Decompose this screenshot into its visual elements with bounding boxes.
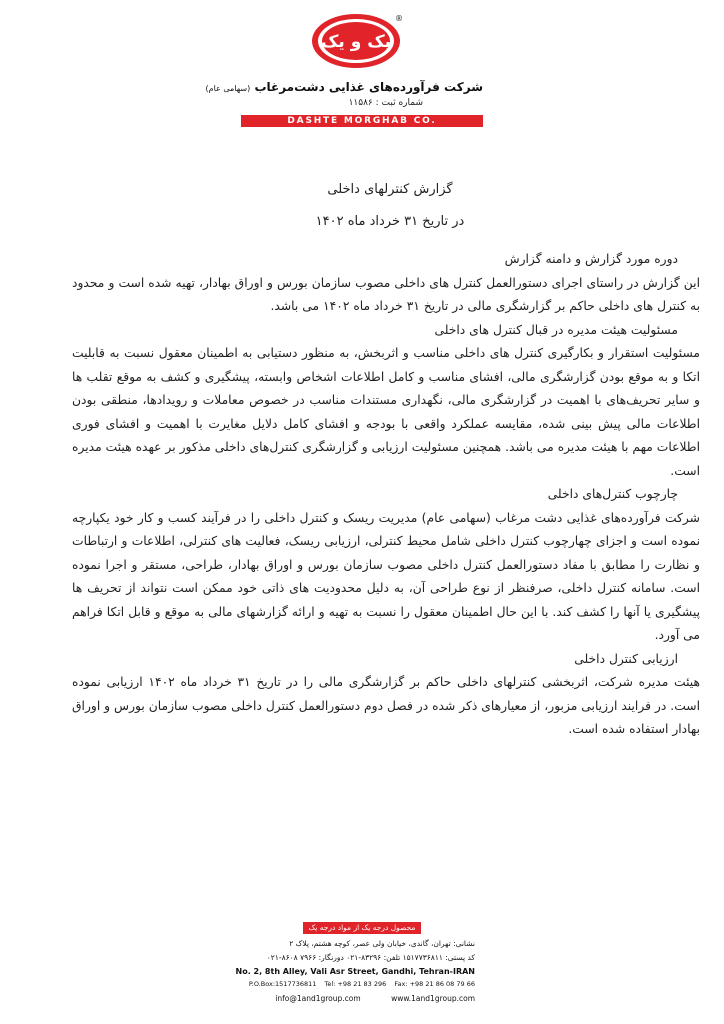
company-name-text: شرکت فرآورده‌های غذایی دشت‌مرغاب [254,80,483,94]
section-heading-framework: چارچوب کنترل‌های داخلی [547,487,678,501]
section-heading-board-responsibility: مسئولیت هیئت مدیره در قبال کنترل های داخلی [434,322,678,337]
footer-tel: Tel: +98 21 83 296 [324,980,387,988]
section-text-board-responsibility: مسئولیت استقرار و بکارگیری کنترل های داخلی مناسب و اثربخش، به منظور دستیابی به اطمینان معقول نسبت به قابلیت اتکا و به موقع بودن گزارشگری مالی، افشای مناسب و کامل اطلاعات اشخاص وابسته، پیشگیری و کشف به موقع تقلب ها و سایر تحریف‌های با اهمیت در گزارشگری مالی، نگهداری مستندات مناسب در خصوص معاملات و رویدادها، منطقی بودن اطلاعات مالی پیش بینی شده، مقایسه عملکرد واقعی با بودجه و افشای کامل دلایل مغایرت با اهمیت و افشای فوری اطلاعات مهم با هیئت مدیره می باشد. همچنین مسئولیت ارزیابی و گزارشگری کنترل‌های داخلی مذکور بر عهده هیئت مدیره است. [72,346,700,478]
english-company-name: DASHTE MORGHAB CO. [241,115,483,127]
footer-address-fa: نشانی: تهران، گاندی، خیابان ولی عصر، کوچه هشتم، پلاک ۲ [289,939,475,948]
report-title: گزارش کنترلهای داخلی [327,182,453,197]
section-heading-scope: دوره مورد گزارش و دامنه گزارش [504,252,678,266]
logo-lettering: یک و یک [321,32,391,52]
company-name [206,80,483,94]
letter-footer [235,922,485,1014]
company-type: (سهامی عام) [205,84,251,93]
registered-mark: ® [395,14,403,23]
footer-slogan: محصول درجه یک از مواد درجه یک [303,922,421,934]
section-text-assessment: هیئت مدیره شرکت، اثربخشی کنترلهای داخلی حاکم بر گزارشگری مالی را در تاریخ ۳۱ خرداد ماه ۱۴۰۲ ارزیابی نموده است. در فرایند ارزیابی مزبور، از معیارهای ذکر شده در فصل دوم دستورالعمل کنترل داخلی مصوب سازمان بورس و اوراق بهادار استفاده شده است. [72,675,701,736]
footer-website[interactable]: www.1and1group.com [391,994,475,1003]
footer-fax: Fax: +98 21 86 08 79 66 [394,980,475,988]
footer-address-en: No. 2, 8th Alley, Vali Asr Street, Gandhi, Tehran-IRAN [235,967,475,976]
footer-contact-row [243,980,475,988]
report-body [72,248,708,742]
section-heading-assessment: ارزیابی کنترل داخلی [574,651,678,666]
letterhead [205,8,495,126]
footer-web-row [247,994,475,1003]
company-logo [310,12,402,70]
section-text-scope: این گزارش در راستای اجرای دستورالعمل کنترل های داخلی مصوب سازمان بورس و اوراق بهادار، تهیه شده است و محدود به کنترل های داخلی حاکم بر گزارشگری مالی در تاریخ ۳۱ خرداد ماه ۱۴۰۲ می باشد. [72,275,700,313]
report-date: در تاریخ ۳۱ خرداد ماه ۱۴۰۲ [315,214,465,229]
footer-pobox: P.O.Box:1517736811 [248,980,317,988]
section-text-framework: شرکت فرآورده‌های غذایی دشت مرغاب (سهامی عام) مدیریت ریسک و کنترل داخلی را در فرآیند کسب و کار خود یکپارچه نموده است و اجزای چهارچوب کنترل داخلی شامل محیط کنترلی، ارزیابی ریسک، فعالیت های کنترلی، اطلاعات و ارتباطات و نظارت را مطابق با مفاد دستورالعمل کنترل داخلی مصوب سازمان بورس و اوراق بهادار، طراحی، مستقر و اجرا نموده است. سامانه کنترل داخلی، صرفنظر از نوع طراحی آن، به دلیل محدودیت های ذاتی خود ممکن است نتواند از تحریف ها پیشگیری یا آنها را کشف کند. با این حال اطمینان معقول را نسبت به تهیه و ارائه گزارشهای مالی به موقع و قابل اتکا فراهم می آورد. [72,510,700,642]
registration-number: شماره ثبت : ۱۱۵۸۶ [348,98,423,108]
footer-email[interactable]: info@1and1group.com [275,994,361,1003]
footer-phones-fa: کد پستی: ۱۵۱۷۷۳۶۸۱۱ تلفن: ۸۳۲۹۶-۰۲۱ دورنگار: ۷۹۶۶ ۸۶۰۸-۰۲۱ [266,953,475,962]
